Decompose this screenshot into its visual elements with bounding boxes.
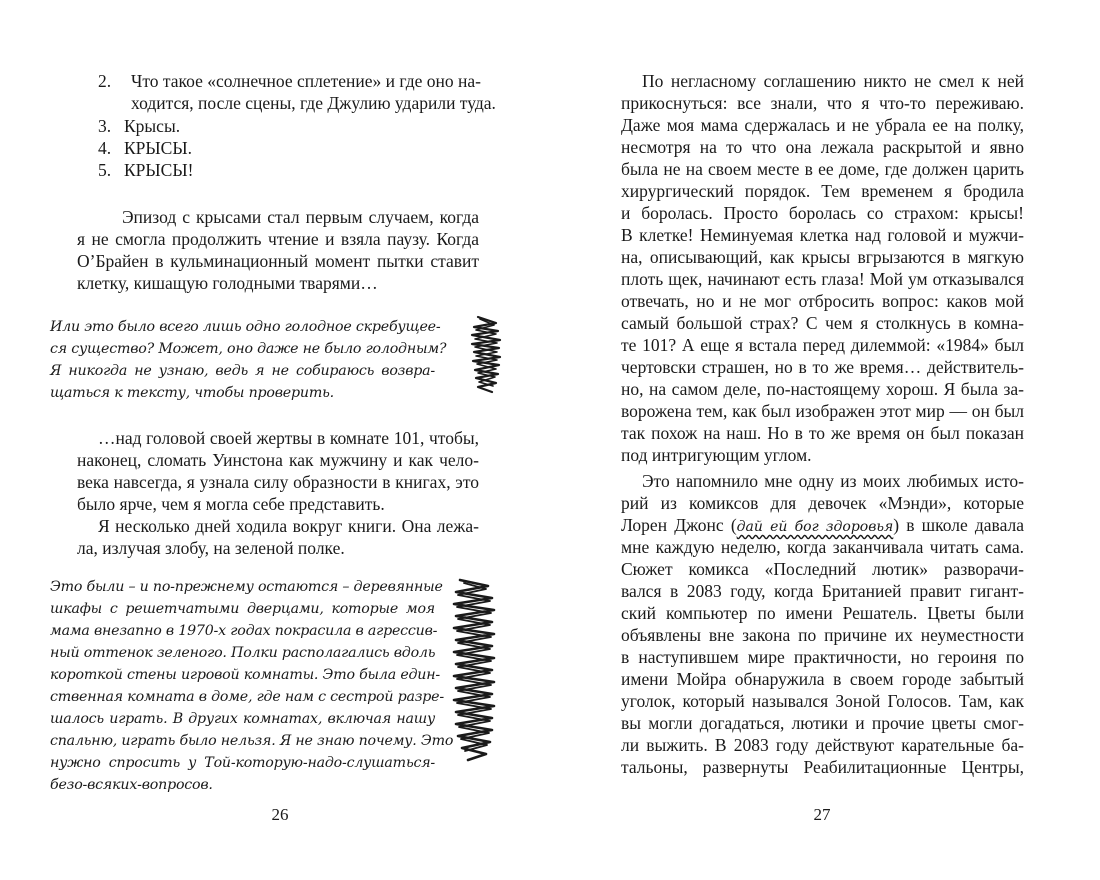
handwritten-note-line: ный оттенок зеленого. Полки располагались вдоль xyxy=(50,645,436,661)
paragraph-line: мне каждую неделю, когда заканчивала читать сама. xyxy=(621,537,1024,557)
paragraph-line: вы могли догадаться, лютики и прочие цветы смог- xyxy=(621,713,1024,733)
page-number: 26 xyxy=(271,805,289,824)
paragraph-line: но, на самом деле, по-настоящему хорош. Я была за- xyxy=(621,379,1024,399)
paragraph-line: Это напомнило мне одну из моих любимых исто- xyxy=(642,471,1024,491)
paragraph-line: прикоснуться: все знали, что я что-то переживаю. xyxy=(621,93,1024,113)
paragraph-line: О’Брайен в кульминационный момент пытки ставит xyxy=(77,251,479,271)
paragraph-line: было ярче, чем я могла себе представить. xyxy=(77,494,385,514)
paragraph-line: По негласному соглашению никто не смел к ней xyxy=(642,71,1024,91)
paragraph-line: так похож на наш. Но в то же время он был показан xyxy=(621,423,1024,443)
handwritten-note-line: спальню, играть было нельзя. Я не знаю почему. Это xyxy=(50,733,454,749)
scribble-icon xyxy=(448,576,500,766)
paragraph-line: отвечать, но и не мог отбросить вопрос: каков мой xyxy=(621,291,1024,311)
handwritten-insert: дай ей бог здоровья xyxy=(736,519,894,535)
paragraph-line: вался в 2083 году, когда Британией правит гигант- xyxy=(621,581,1024,601)
handwritten-note-line: шалось играть. В других комнатах, включая нашу xyxy=(50,711,435,727)
paragraph-line: несмотря на то что она лежала раскрытой и явно xyxy=(621,137,1024,157)
paragraph-line: объявлены вне закона по причине их неуместности xyxy=(621,625,1024,645)
paragraph-line: …над головой своей жертвы в комнате 101, чтобы, xyxy=(98,428,479,448)
handwritten-note-line: Я никогда не узнаю, ведь я не собираюсь возвра- xyxy=(50,363,435,379)
handwritten-note-line: Или это было всего лишь одно голодное скребущее- xyxy=(50,319,441,335)
list-number: 5. xyxy=(98,160,112,180)
paragraph-line: плоть щек, начинают есть глаза! Мой ум отказывался xyxy=(621,269,1024,289)
paragraph-line: В клетке! Неминуемая клетка над головой и мужчи- xyxy=(621,225,1024,245)
paragraph-line: клетку, кишащую голодными тварями… xyxy=(77,273,378,293)
paragraph-line: была не на своем месте в ее доме, где должен царить xyxy=(621,159,1024,179)
list-item-text: КРЫСЫ. xyxy=(124,138,192,158)
paragraph-line: имени Мойра обнаружила в своем городе забытый xyxy=(621,669,1024,689)
paragraph-line: на, описывающий, как крысы вгрызаются в мягкую xyxy=(621,247,1024,267)
paragraph-line: ворожена тем, как был изображен этот мир — он был xyxy=(621,401,1024,421)
list-item-text: КРЫСЫ! xyxy=(124,160,194,180)
page-number: 27 xyxy=(813,805,831,824)
paragraph-line: я не смогла продолжить чтение и взяла паузу. Когда xyxy=(77,229,479,249)
list-number: 3. xyxy=(98,116,112,136)
paragraph-line: наконец, сломать Уинстона как мужчину и как чело- xyxy=(77,450,479,470)
paragraph-line: хирургический порядок. Тем временем я бродила xyxy=(621,181,1024,201)
list-item-text: Крысы. xyxy=(124,116,181,136)
text-segment: ) в школе давала xyxy=(893,515,1025,535)
handwritten-note-line: короткой стены игровой комнаты. Это была един- xyxy=(50,667,440,683)
handwritten-note-line: ственная комната в доме, где нам с сестрой разре- xyxy=(50,689,444,705)
handwritten-note-line: щаться к тексту, чтобы проверить. xyxy=(50,385,334,401)
list-number: 4. xyxy=(98,138,112,158)
paragraph-line: чертовски страшен, но в то же время… действитель- xyxy=(621,357,1024,377)
list-number: 2. xyxy=(98,71,112,91)
paragraph-line-with-handwriting xyxy=(621,514,1024,538)
handwritten-note-line: мама внезапно в 1970-х годах покрасила в агрессив- xyxy=(50,623,438,639)
paragraph-line: рий из комиксов для девочек «Мэнди», которые xyxy=(621,493,1024,513)
paragraph-line: ский компьютер по имени Решатель. Цветы были xyxy=(621,603,1024,623)
paragraph-line: те 101? А еще я встала перед дилеммой: «1984» был xyxy=(621,335,1024,355)
right-page xyxy=(550,0,1100,880)
paragraph-line: ла, излучая злобу, на зеленой полке. xyxy=(77,538,345,558)
paragraph-line: уголок, который назывался Зоной Голосов. Там, как xyxy=(621,691,1024,711)
text-segment: Лорен Джонс ( xyxy=(621,515,737,535)
handwritten-note-line: Это были – и по-прежнему остаются – деревянные xyxy=(50,579,443,595)
paragraph-line: века навсегда, я узнала силу образности в книгах, это xyxy=(77,472,479,492)
handwritten-note-line: безо-всяких-вопросов. xyxy=(50,777,213,793)
paragraph-line: Эпизод с крысами стал первым случаем, когда xyxy=(122,207,479,227)
handwritten-note-line: нужно спросить у Той-которую-надо-слушаться- xyxy=(50,755,435,771)
paragraph-line: самый большой страх? С чем я столкнусь в комна- xyxy=(621,313,1024,333)
handwritten-note-line: шкафы с решетчатыми дверцами, которые моя xyxy=(50,601,435,617)
scribble-icon xyxy=(466,313,506,395)
paragraph-line: Я несколько дней ходила вокруг книги. Она лежа- xyxy=(98,516,479,536)
list-item-text: ходится, после сцены, где Джулию ударили туда. xyxy=(131,93,496,113)
paragraph-line: и боролась. Просто боролась со страхом: крысы! xyxy=(621,203,1024,223)
paragraph-line: Сюжет комикса «Последний лютик» разворачи- xyxy=(621,559,1024,579)
paragraph-line: тальоны, развернуты Реабилитационные Центры, xyxy=(621,757,1024,777)
paragraph-line: под интригующим углом. xyxy=(621,445,812,465)
list-item-text: Что такое «солнечное сплетение» и где оно на- xyxy=(131,71,481,91)
paragraph-line: ли выжить. В 2083 году действуют карательные ба- xyxy=(621,735,1024,755)
paragraph-line: в наступившем мире практичности, но героиня по xyxy=(621,647,1024,667)
paragraph-line: Даже моя мама сдержалась и не убрала ее на полку, xyxy=(621,115,1024,135)
handwritten-note-line: ся существо? Может, оно даже не было голодным? xyxy=(50,341,447,357)
